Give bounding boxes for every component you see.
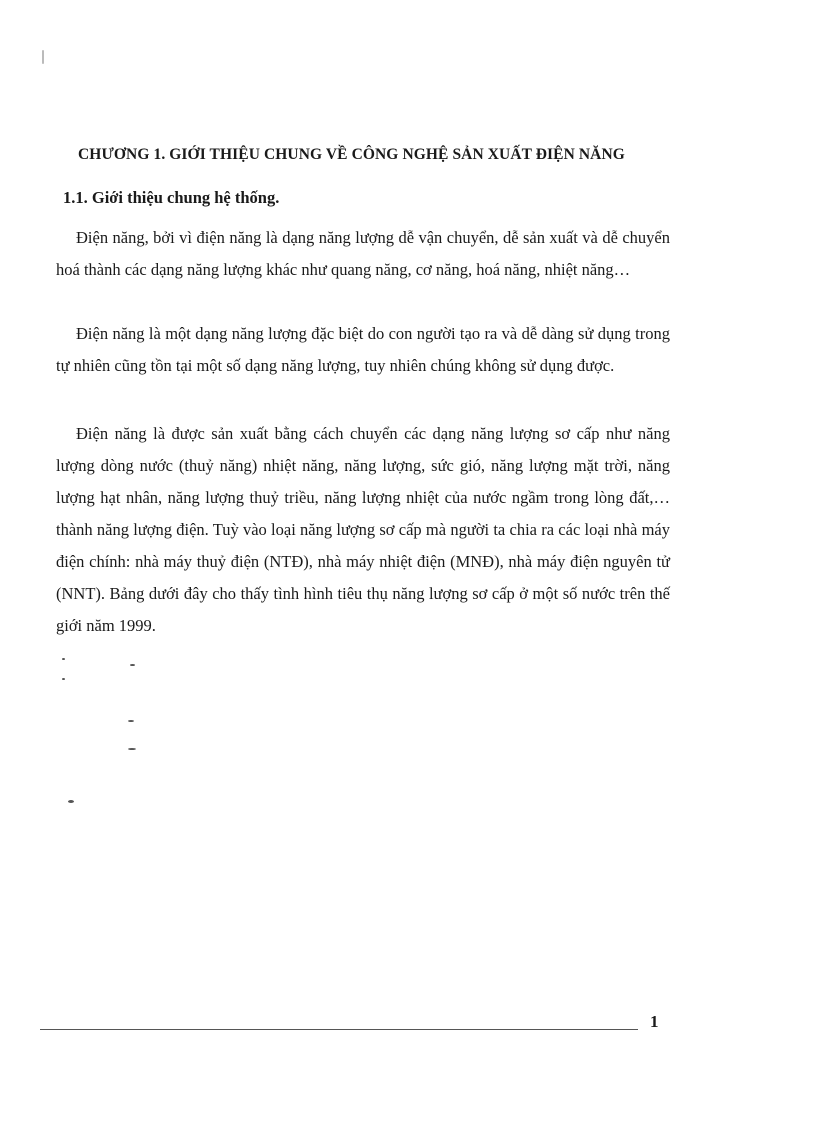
- scan-speck: [62, 658, 65, 660]
- footer-rule: [40, 1029, 638, 1030]
- scan-speck: [130, 664, 135, 666]
- scan-speck: [68, 800, 74, 803]
- scan-speck: [42, 50, 44, 64]
- scan-speck: [128, 720, 134, 722]
- page-number: 1: [650, 1012, 659, 1031]
- section-heading: 1.1. Giới thiệu chung hệ thống.: [63, 188, 280, 207]
- scan-speck: [128, 748, 136, 750]
- chapter-title: CHƯƠNG 1. GIỚI THIỆU CHUNG VỀ CÔNG NGHỆ SẢN XUẤT ĐIỆN NĂNG: [78, 146, 625, 163]
- scan-speck: [62, 678, 65, 680]
- paragraph-1: Điện năng, bởi vì điện năng là dạng năng lượng dễ vận chuyển, dễ sản xuất và dễ chuyển hoá thành các dạng năng lượng khác như quang năng, cơ năng, hoá năng, nhiệt năng…: [56, 228, 670, 279]
- paragraph-2: Điện năng là một dạng năng lượng đặc biệt do con người tạo ra và dễ dàng sử dụng trong tự nhiên cũng tồn tại một số dạng năng lượng, tuy nhiên chúng không sử dụng được.: [56, 324, 670, 375]
- paragraph-3: Điện năng là được sản xuất bằng cách chuyển các dạng năng lượng sơ cấp như năng lượng dòng nước (thuỷ năng) nhiệt năng, năng lượng, sức gió, năng lượng mặt trời, năng lượng hạt nhân, năng lượng thuỷ triều, năng lượng nhiệt của nước ngầm trong lòng đất,… thành năng lượng điện. Tuỳ vào loại năng lượng sơ cấp mà người ta chia ra các loại nhà máy điện chính: nhà máy thuỷ điện (NTĐ), nhà máy nhiệt điện (MNĐ), nhà máy điện nguyên tử (NNT). Bảng dưới đây cho thấy tình hình tiêu thụ năng lượng sơ cấp ở một số nước trên thế giới năm 1999.: [56, 424, 670, 635]
